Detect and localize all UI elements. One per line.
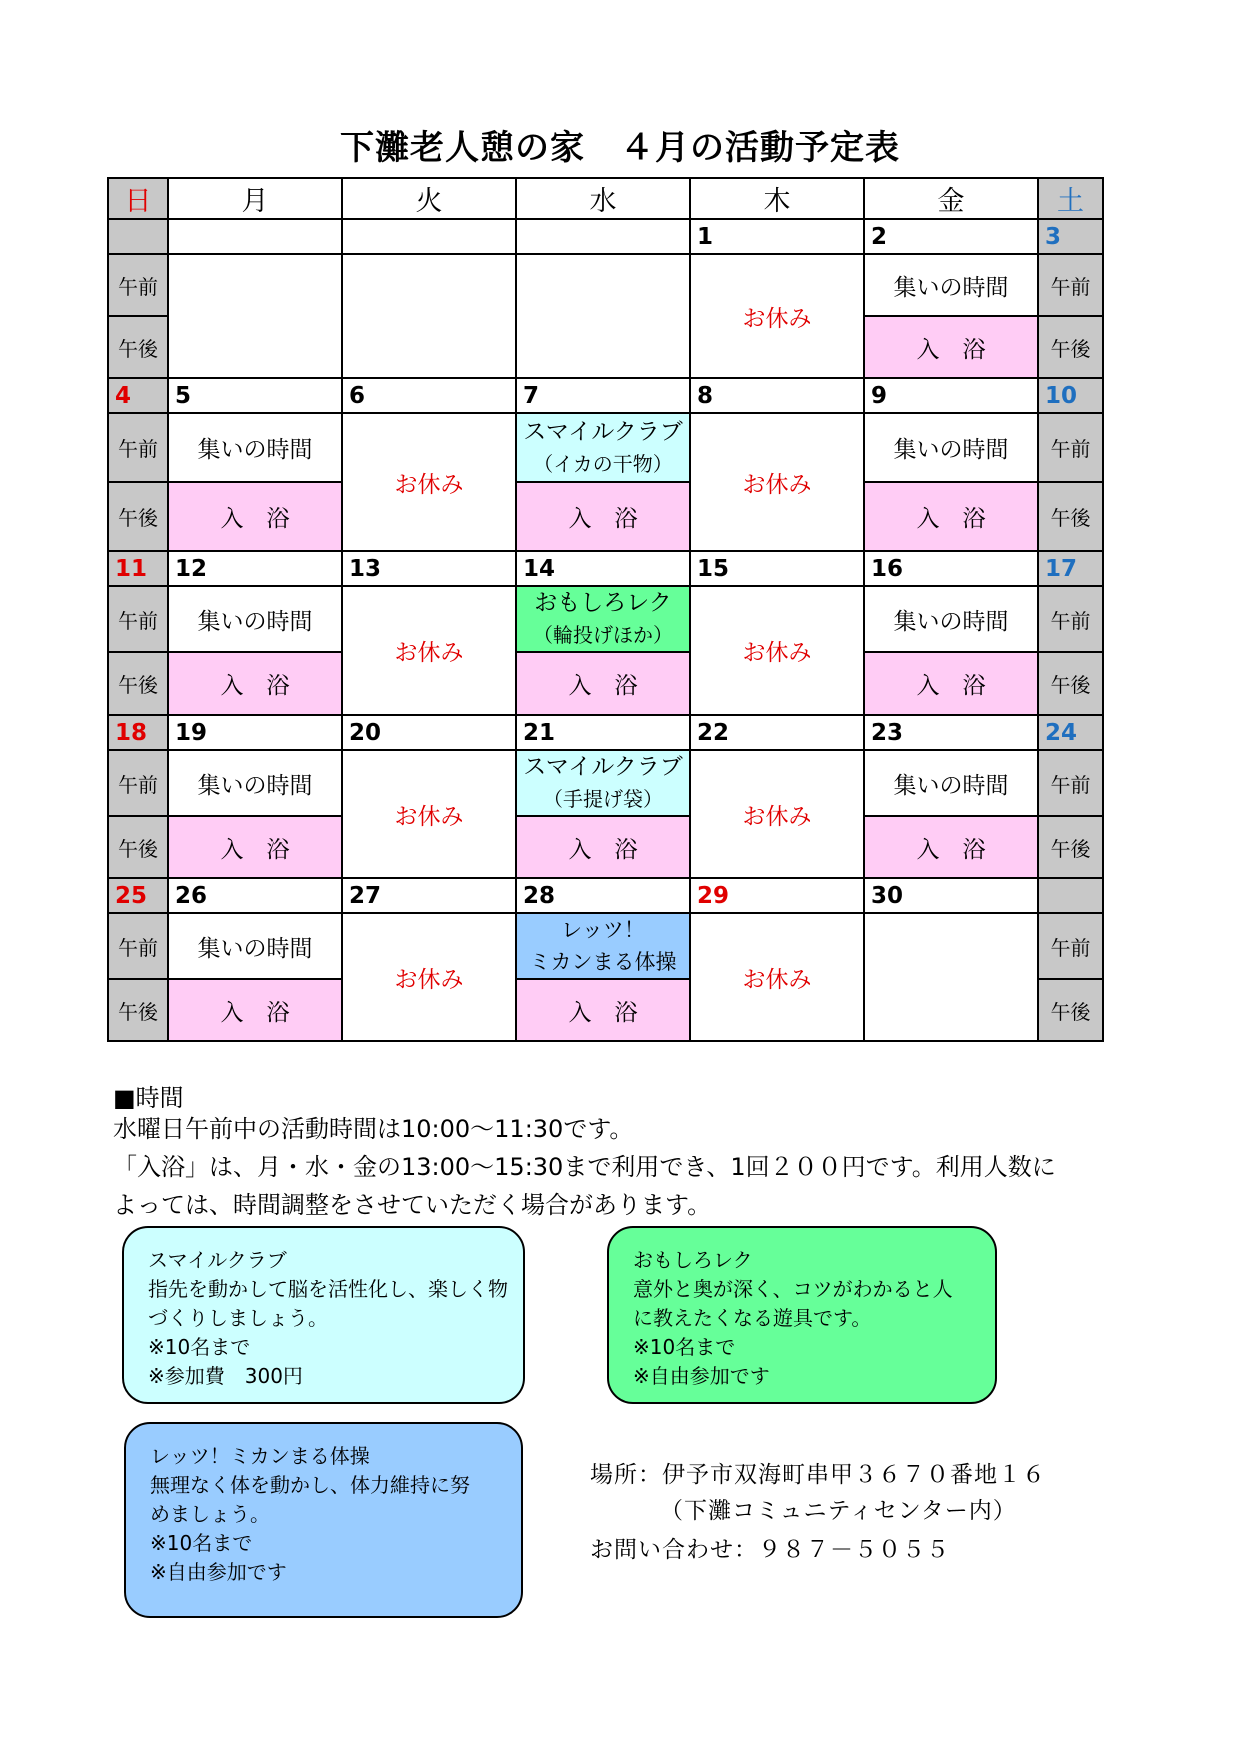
rest-cell: お休み	[342, 413, 516, 551]
smile-club-cell	[516, 413, 690, 482]
date-cell: 22	[690, 715, 864, 750]
am-label: 午前	[1038, 750, 1103, 816]
am-label: 午前	[108, 586, 168, 652]
rest-cell: お休み	[342, 586, 516, 715]
omoshiro-box-line: ※自由参加です	[633, 1364, 770, 1388]
gather-cell: 集いの時間	[168, 750, 342, 816]
week1-am	[108, 254, 1103, 316]
time-line-2: 「入浴」は、月・水・金の13:00～15:30まで利用でき、1回２００円です。利用人数に	[113, 1153, 1056, 1181]
smile-club-sub: （手提げ袋）	[543, 787, 663, 811]
pm-label: 午後	[108, 316, 168, 378]
weekday-saturday: 土	[1038, 178, 1103, 219]
week5-dates	[108, 878, 1103, 913]
weekday-header-row	[108, 178, 1103, 219]
date-cell: 30	[864, 878, 1038, 913]
smile-club-cell	[516, 750, 690, 816]
empty-cell	[864, 913, 1038, 1041]
am-label: 午前	[108, 913, 168, 979]
lets-mikanmaru-box	[124, 1422, 523, 1618]
date-cell: 21	[516, 715, 690, 750]
smile-box-line: ※参加費 300円	[148, 1364, 303, 1388]
smile-club-label: スマイルクラブ	[523, 754, 683, 780]
am-label: 午前	[1038, 586, 1103, 652]
date-cell: 1	[690, 219, 864, 254]
pm-label: 午後	[1038, 816, 1103, 878]
weekday-friday: 金	[864, 178, 1038, 219]
date-cell: 29	[690, 878, 864, 913]
bath-cell: 入 浴	[864, 482, 1038, 551]
week5-am	[108, 913, 1103, 979]
omoshiro-box-line: ※10名まで	[633, 1335, 736, 1359]
date-cell: 10	[1038, 378, 1103, 413]
page-title: 下灘老人憩の家 ４月の活動予定表	[340, 128, 900, 168]
gather-cell: 集いの時間	[864, 750, 1038, 816]
lets-box-line: ※10名まで	[150, 1531, 253, 1555]
date-cell: 27	[342, 878, 516, 913]
date-cell: 17	[1038, 551, 1103, 586]
gather-cell: 集いの時間	[864, 413, 1038, 482]
bath-cell: 入 浴	[516, 816, 690, 878]
am-label: 午前	[1038, 413, 1103, 482]
date-cell: 20	[342, 715, 516, 750]
address-contact: お問い合わせ：９８７－５０５５	[590, 1537, 950, 1563]
bath-cell: 入 浴	[516, 482, 690, 551]
date-cell: 25	[108, 878, 168, 913]
date-cell: 4	[108, 378, 168, 413]
date-cell: 13	[342, 551, 516, 586]
rest-cell: お休み	[690, 254, 864, 378]
smile-box-line: 指先を動かして脳を活性化し、楽しく物	[148, 1277, 508, 1301]
date-cell: 16	[864, 551, 1038, 586]
week3-am	[108, 586, 1103, 652]
date-cell: 28	[516, 878, 690, 913]
gather-cell: 集いの時間	[168, 913, 342, 979]
rest-cell: お休み	[690, 586, 864, 715]
week4-dates	[108, 715, 1103, 750]
weekday-wednesday: 水	[516, 178, 690, 219]
lets-label: レッツ！	[561, 918, 645, 942]
date-cell	[108, 219, 168, 254]
empty-cell	[168, 254, 342, 378]
week3-dates	[108, 551, 1103, 586]
calendar-table	[107, 177, 1104, 1042]
date-cell: 24	[1038, 715, 1103, 750]
week4-am	[108, 750, 1103, 816]
date-cell: 12	[168, 551, 342, 586]
pm-label: 午後	[1038, 979, 1103, 1041]
am-label: 午前	[1038, 254, 1103, 316]
pm-label: 午後	[108, 816, 168, 878]
bath-cell: 入 浴	[516, 652, 690, 715]
rest-cell: お休み	[690, 413, 864, 551]
lets-box-line: ※自由参加です	[150, 1560, 287, 1584]
omoshiro-box-line: 意外と奥が深く、コツがわかると人	[633, 1277, 953, 1301]
smile-box-title: スマイルクラブ	[148, 1248, 287, 1272]
weekday-monday: 月	[168, 178, 342, 219]
smile-club-label: スマイルクラブ	[523, 418, 683, 445]
pm-label: 午後	[108, 652, 168, 715]
bath-cell: 入 浴	[168, 816, 342, 878]
date-cell	[516, 219, 690, 254]
week2-pm	[108, 482, 1103, 551]
smile-club-sub: （イカの干物）	[533, 451, 673, 476]
date-cell: 18	[108, 715, 168, 750]
am-label: 午前	[108, 750, 168, 816]
date-cell: 3	[1038, 219, 1103, 254]
weekday-sunday: 日	[108, 178, 168, 219]
week1-dates	[108, 219, 1103, 254]
date-cell: 23	[864, 715, 1038, 750]
weekday-thursday: 木	[690, 178, 864, 219]
lets-mikanmaru-cell	[516, 913, 690, 979]
date-cell: 14	[516, 551, 690, 586]
bath-cell: 入 浴	[516, 979, 690, 1041]
rest-cell: お休み	[690, 913, 864, 1041]
bath-cell: 入 浴	[168, 482, 342, 551]
date-cell: 15	[690, 551, 864, 586]
date-cell	[342, 219, 516, 254]
lets-box-title: レッツ！ミカンまる体操	[150, 1444, 370, 1468]
bath-cell: 入 浴	[168, 979, 342, 1041]
omoshiro-rec-sub: （輪投げほか）	[533, 623, 673, 647]
smile-box-line: ※10名まで	[148, 1335, 251, 1359]
empty-cell	[516, 254, 690, 378]
pm-label: 午後	[108, 482, 168, 551]
omoshiro-rec-cell	[516, 586, 690, 652]
smile-club-box	[122, 1226, 525, 1404]
gather-cell: 集いの時間	[864, 254, 1038, 316]
week4-pm	[108, 816, 1103, 878]
bath-cell: 入 浴	[864, 816, 1038, 878]
lets-box-line: 無理なく体を動かし、体力維持に努	[150, 1473, 470, 1497]
date-cell: 11	[108, 551, 168, 586]
am-label: 午前	[1038, 913, 1103, 979]
time-line-1: 水曜日午前中の活動時間は10:00～11:30です。	[113, 1115, 634, 1143]
date-cell	[168, 219, 342, 254]
am-label: 午前	[108, 413, 168, 482]
date-cell: 19	[168, 715, 342, 750]
date-cell: 2	[864, 219, 1038, 254]
omoshiro-rec-box	[607, 1226, 997, 1404]
pm-label: 午後	[1038, 482, 1103, 551]
omoshiro-box-line: に教えたくなる遊具です。	[633, 1306, 872, 1330]
gather-cell: 集いの時間	[864, 586, 1038, 652]
bath-cell: 入 浴	[864, 316, 1038, 378]
time-heading: ■時間	[113, 1084, 184, 1112]
pm-label: 午後	[1038, 316, 1103, 378]
address-place-sub: （下灘コミュニティセンター内）	[660, 1498, 1017, 1524]
rest-cell: お休み	[342, 913, 516, 1041]
am-label: 午前	[108, 254, 168, 316]
week3-pm	[108, 652, 1103, 715]
gather-cell: 集いの時間	[168, 586, 342, 652]
date-cell: 6	[342, 378, 516, 413]
weekday-tuesday: 火	[342, 178, 516, 219]
bath-cell: 入 浴	[864, 652, 1038, 715]
rest-cell: お休み	[342, 750, 516, 878]
pm-label: 午後	[108, 979, 168, 1041]
date-cell: 7	[516, 378, 690, 413]
week2-am	[108, 413, 1103, 482]
omoshiro-rec-label: おもしろレク	[534, 590, 672, 616]
week2-dates	[108, 378, 1103, 413]
time-line-3: よっては、時間調整をさせていただく場合があります。	[113, 1191, 712, 1219]
gather-cell: 集いの時間	[168, 413, 342, 482]
lets-box-line: めましょう。	[150, 1502, 270, 1526]
date-cell: 5	[168, 378, 342, 413]
omoshiro-box-title: おもしろレク	[633, 1248, 753, 1272]
date-cell: 8	[690, 378, 864, 413]
smile-box-line: づくりしましょう。	[148, 1306, 328, 1330]
mikanmaru-label: ミカンまる体操	[529, 950, 677, 974]
date-cell: 26	[168, 878, 342, 913]
date-cell: 9	[864, 378, 1038, 413]
empty-cell	[342, 254, 516, 378]
rest-cell: お休み	[690, 750, 864, 878]
address-place: 場所：伊予市双海町串甲３６７０番地１６	[590, 1462, 1046, 1488]
date-cell	[1038, 878, 1103, 913]
pm-label: 午後	[1038, 652, 1103, 715]
bath-cell: 入 浴	[168, 652, 342, 715]
